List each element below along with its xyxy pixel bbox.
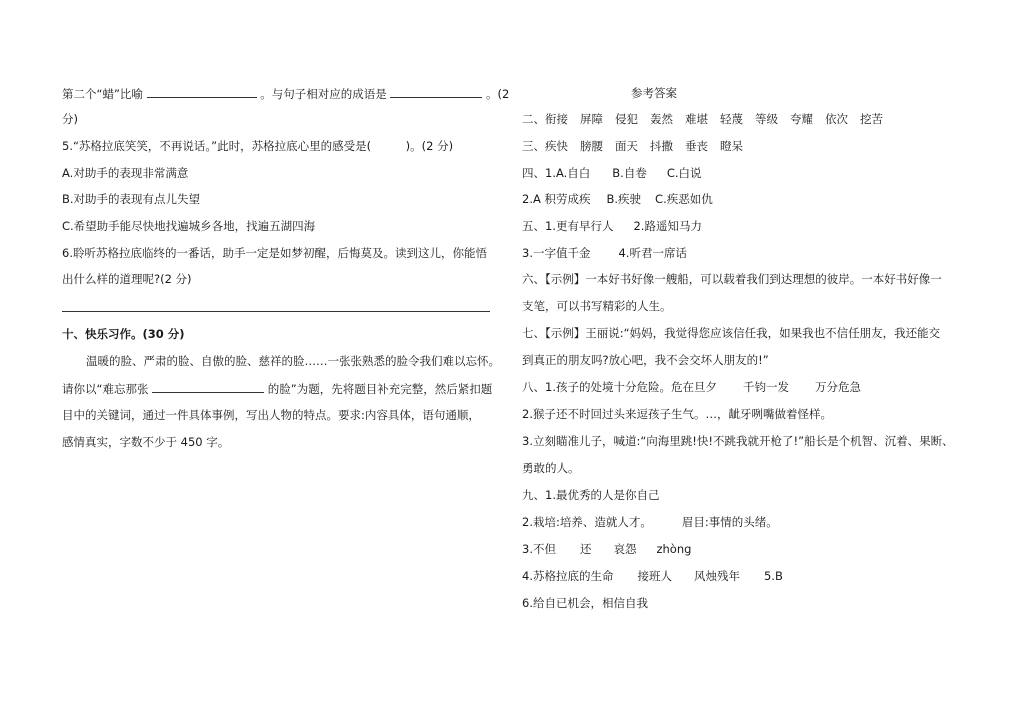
answer-word: B.自卷 [612, 166, 647, 180]
answer-word: 难堪 [685, 112, 708, 126]
answer-word: 抖撒 [650, 139, 673, 153]
answer-word: 依次 [825, 112, 848, 126]
section-10-title: 十、快乐习作。(30 分) [62, 327, 185, 341]
answer-word: 夸耀 [790, 112, 813, 126]
essay-prompt-4: 感情真实，字数不少于 450 字。 [62, 435, 230, 449]
answer-word: zhòng [656, 542, 692, 556]
answer-word: 二、衔接 [522, 112, 568, 126]
answer-word: 侵犯 [615, 112, 638, 126]
essay-prompt-1: 温暖的脸、严肃的脸、自傲的脸、慈祥的脸……一张张熟悉的脸令我们难以忘怀。 [86, 354, 500, 368]
essay-prompt-2 [62, 381, 492, 396]
answer-word: 4.苏格拉底的生命 [522, 569, 614, 583]
question-line-1 [62, 86, 509, 101]
answer-word: 等级 [755, 112, 778, 126]
answer-2 [522, 112, 883, 126]
answer-word: C.白说 [666, 166, 702, 180]
answer-7: 七、【示例】王丽说:“妈妈，我觉得您应该信任我，如果我也不信任朋友，我还能交 [522, 326, 941, 340]
question-5: 5.“苏格拉底笑笑，不再说话。”此时，苏格拉底心里的感受是( )。(2 分) [62, 139, 454, 153]
answer-word: 屏障 [580, 112, 603, 126]
answer-word: 接班人 [637, 569, 672, 583]
answer-9-3 [522, 542, 691, 556]
question-text: 。与句子相对应的成语是 [260, 87, 387, 101]
answer-word: 万分危急 [814, 380, 861, 394]
answer-8-3: 3.立刻瞄准儿子，喊道:“向海里跳!快!不跳我就开枪了!”船长是个机智、沉着、果断、 [522, 434, 954, 448]
answer-word: 2.路遥知马力 [633, 219, 702, 233]
answer-word: 5.B [763, 569, 783, 583]
answer-word: 4.听君一席话 [618, 246, 687, 260]
answer-5 [522, 219, 702, 233]
answer-word: 三、疾快 [522, 139, 568, 153]
answer-4 [522, 166, 702, 180]
title-blank [152, 381, 264, 393]
answer-word: 垂丧 [685, 139, 708, 153]
answer-blank [390, 86, 482, 98]
question-line-2: 分) [62, 112, 78, 126]
answer-word: 轻蔑 [720, 112, 743, 126]
question-text: 第二个“蜡”比喻 [62, 87, 143, 101]
answer-word: 眉目:事情的头绪。 [681, 515, 778, 529]
answer-word: 2.A 积劳成疾 [522, 192, 591, 206]
answer-5-2 [522, 246, 687, 260]
answer-word: 3.不但 [522, 542, 556, 556]
answer-word: 膀腰 [580, 139, 603, 153]
answer-word: 四、1.A.自白 [522, 166, 591, 180]
answer-word: 还 [579, 542, 592, 556]
option-c: C.希望助手能尽快地找遍城乡各地，找遍五湖四海 [62, 219, 316, 233]
answer-8-3-cont: 勇敢的人。 [522, 461, 580, 475]
answer-9-5: 6.给自已机会，相信自我 [522, 596, 648, 610]
question-text: 。(2 [486, 87, 510, 101]
answer-7-cont: 到真正的朋友吗?放心吧，我不会交坏人朋友的!” [522, 353, 769, 367]
answer-word: 八、1.孩子的处境十分危险。危在旦夕 [522, 380, 717, 394]
answer-6: 六、【示例】一本好书好像一艘船，可以载着我们到达理想的彼岸。一本好书好像一 [522, 272, 942, 286]
answer-4-2 [522, 192, 713, 206]
option-a: A.对助手的表现非常满意 [62, 166, 189, 180]
answer-3 [522, 139, 743, 153]
question-6: 6.聆听苏格拉底临终的一番话，助手一定是如梦初醒，后悔莫及。读到这儿，你能悟 [62, 246, 487, 260]
answer-word: 挖苦 [860, 112, 883, 126]
answer-word: 千钧一发 [742, 380, 789, 394]
answer-word: 哀怨 [613, 542, 637, 556]
answers-title: 参考答案 [631, 86, 677, 100]
answer-word: C.疾恶如仇 [655, 192, 713, 206]
essay-prompt-3: 目中的关键词，通过一件具体事例，写出人物的特点。要求:内容具体，语句通顺， [62, 408, 480, 422]
question-6-cont: 出什么样的道理呢?(2 分) [62, 272, 192, 286]
prompt-text: 请你以“难忘那张 [62, 382, 149, 396]
answer-8-2: 2.猴子还不时回过头来逗孩子生气。…，龇牙咧嘴做着怪样。 [522, 407, 832, 421]
answer-word: 瞪呆 [720, 139, 743, 153]
answer-word: 2.栽培:培养、造就人才。 [522, 515, 652, 529]
answer-9-4 [522, 569, 783, 583]
answer-blank [147, 86, 257, 98]
answer-9-2 [522, 515, 778, 529]
answer-6-cont: 支笔，可以书写精彩的人生。 [522, 299, 672, 313]
option-b: B.对助手的表现有点儿失望 [62, 192, 201, 206]
answer-word: 五、1.更有早行人 [522, 219, 614, 233]
answer-word: 轰然 [650, 112, 673, 126]
answer-word: 3.一字值千金 [522, 246, 591, 260]
answer-line [62, 311, 490, 312]
prompt-text: 的脸”为题，先将题目补充完整，然后紧扣题 [267, 382, 493, 396]
answer-word: 风烛残年 [693, 569, 740, 583]
answer-9: 九、1.最优秀的人是你自己 [522, 488, 660, 502]
answer-word: 面天 [615, 139, 638, 153]
answer-8 [522, 380, 861, 394]
answer-word: B.疾驶 [606, 192, 642, 206]
